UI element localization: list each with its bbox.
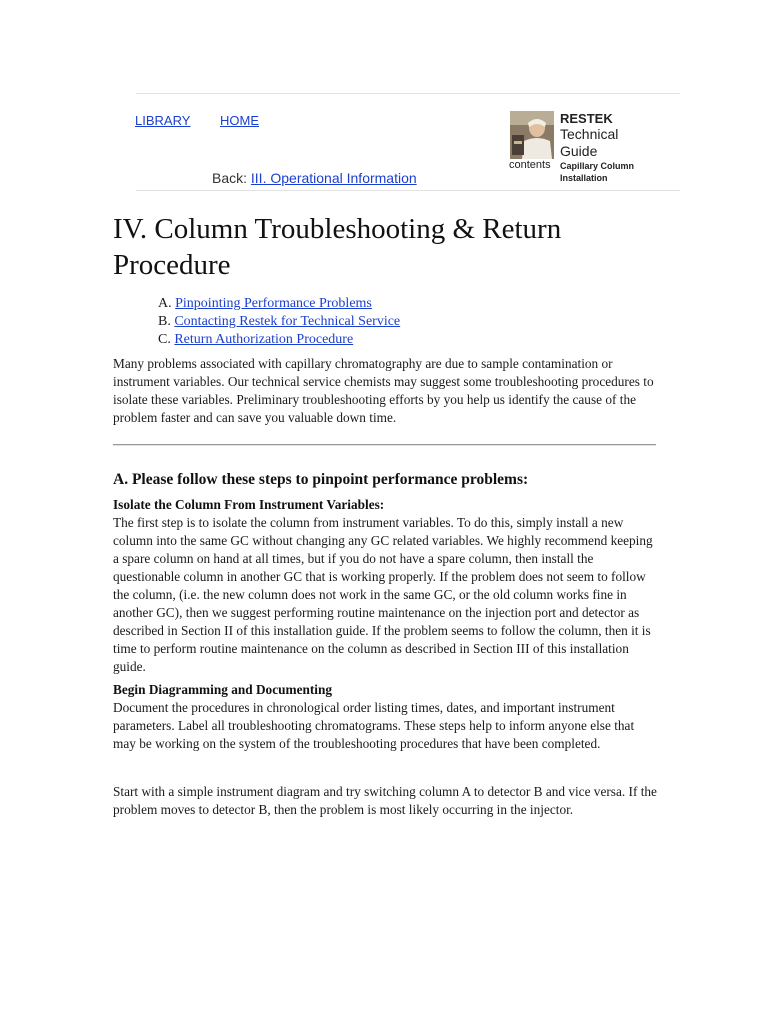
toc-letter: C.: [158, 332, 171, 347]
section-rule: [113, 444, 656, 446]
restek-photo[interactable]: [510, 111, 554, 159]
home-link[interactable]: HOME: [220, 113, 259, 128]
toc-item: [158, 313, 400, 331]
toc-item: [158, 331, 400, 349]
toc-link-return[interactable]: Return Authorization Procedure: [174, 332, 354, 347]
brand-small-1: Capillary Column: [560, 161, 635, 171]
brand-small-2: Installation: [560, 173, 608, 183]
switching-paragraph: Start with a simple instrument diagram and try switching column A to detector B and vice versa. If the problem moves to detector B, then the problem is most likely occurring in the injector.: [113, 784, 657, 817]
toc-letter: A.: [158, 296, 172, 311]
diagramming-paragraph: Document the procedures in chronological order listing times, dates, and important instrument parameters. Label all troubleshooting chromatograms. These steps help to inform anyone else that may be working on the system of the troubleshooting procedures that have been completed.: [113, 700, 635, 751]
contents-label: contents: [509, 159, 551, 171]
header-divider: [136, 190, 680, 191]
subheading-isolate: Isolate the Column From Instrument Variables:: [113, 497, 385, 512]
back-row: [212, 170, 417, 186]
back-link[interactable]: III. Operational Information: [250, 170, 417, 186]
toc-letter: B.: [158, 314, 171, 329]
toc-link-contacting[interactable]: Contacting Restek for Technical Service: [174, 314, 401, 329]
brand-line-1: Technical: [560, 126, 619, 142]
brand-block: [560, 111, 634, 184]
table-of-contents: [158, 295, 400, 349]
subheading-diagramming: Begin Diagramming and Documenting: [113, 682, 333, 697]
toc-link-pinpointing[interactable]: Pinpointing Performance Problems: [175, 296, 372, 311]
back-prefix: Back:: [212, 170, 251, 186]
top-divider: [136, 93, 680, 94]
library-link[interactable]: LIBRARY: [135, 113, 191, 128]
intro-paragraph: Many problems associated with capillary chromatography are due to sample contamination or instrument variables. Our technical service chemists may suggest some troubleshooting procedures to isolate these variables. Preliminary troubleshooting efforts by you help us identify the cause of the problem faster and can save you valuable down time.: [113, 356, 654, 425]
isolate-paragraph: The first step is to isolate the column from instrument variables. To do this, simply install a new column into the same GC without changing any GC related variables. We highly recommend keeping a spare column on hand at all times, but if you do not have a spare column, then install the questionable column in another GC that is working properly. If the problem does not seem to follow the column, (i.e. the new column does not work in the same GC, or the old column works fine in another GC), then we suggest performing routine maintenance on the injection port and detector as described in Section II of this installation guide. If the problem seems to follow the column, then it is time to perform routine maintenance on the column as described in Section III of this installation guide.: [113, 515, 653, 674]
toc-item: [158, 295, 400, 313]
page-title: IV. Column Troubleshooting & Return Procedure: [113, 213, 562, 281]
brand-name: RESTEK: [560, 111, 613, 126]
brand-line-2: Guide: [560, 143, 598, 159]
section-a-heading: A. Please follow these steps to pinpoint performance problems:: [113, 471, 529, 488]
